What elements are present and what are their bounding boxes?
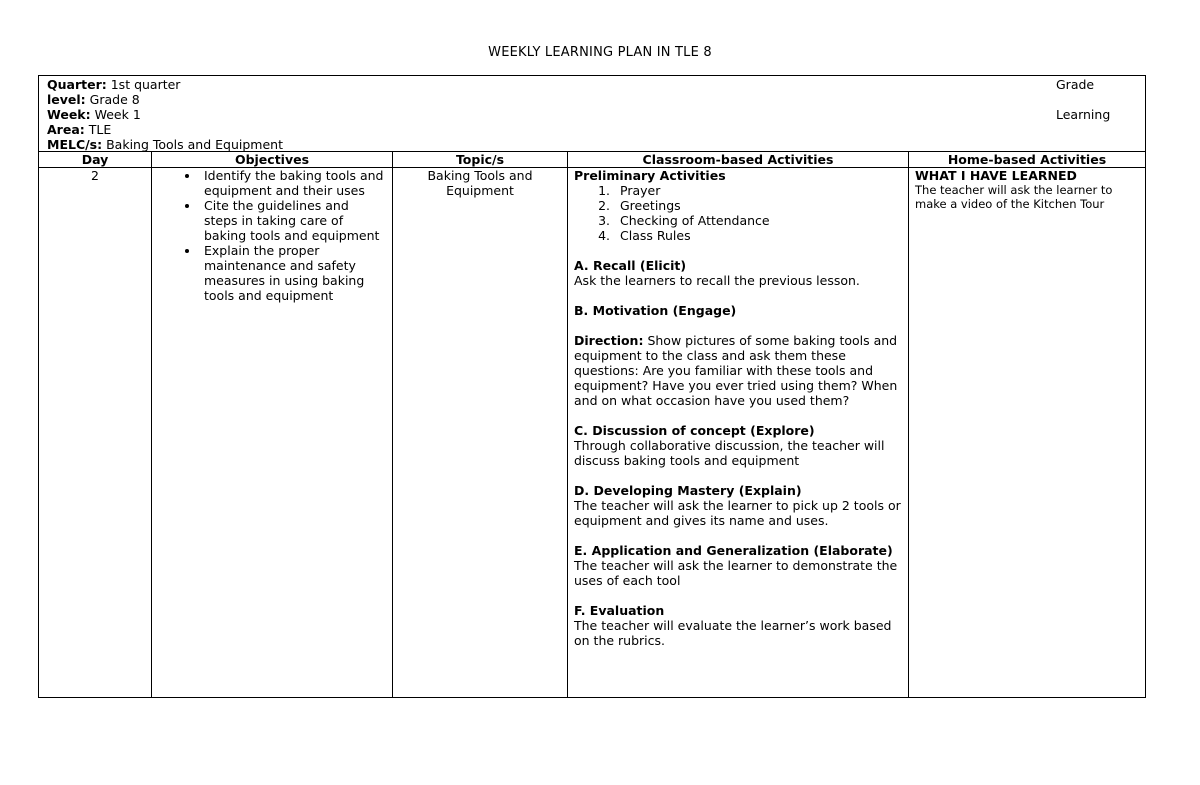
level-line: [47, 92, 1137, 107]
learning-plan-table: [38, 75, 1146, 698]
melc-line: [47, 137, 1137, 152]
activities-table: [39, 152, 1145, 697]
table-row: [39, 168, 1145, 698]
area-line: [47, 122, 1137, 137]
grade-label: Grade: [1056, 77, 1095, 92]
quarter-value: 1st quarter: [106, 77, 181, 92]
direction-paragraph: [574, 333, 902, 408]
objectives-cell: [152, 168, 393, 698]
mastery-text: The teacher will ask the learner to pick up 2 tools or equipment and gives its name and uses.: [574, 498, 901, 528]
evaluation-text: The teacher will evaluate the learner’s work based on the rubrics.: [574, 618, 892, 648]
recall-text: Ask the learners to recall the previous lesson.: [574, 273, 860, 288]
week-value: Week 1: [90, 107, 141, 122]
melc-label: MELC/s:: [47, 137, 103, 152]
preliminary-title: Preliminary Activities: [574, 168, 726, 183]
evaluation-title: F. Evaluation: [574, 603, 665, 618]
document-title: WEEKLY LEARNING PLAN IN TLE 8: [488, 45, 712, 60]
area-label: Area:: [47, 122, 85, 137]
list-item: • Cite the guidelines and steps in taking care of baking tools and equipment: [200, 198, 386, 243]
level-label: level:: [47, 92, 86, 107]
objectives-list: [158, 168, 386, 303]
week-label: Week:: [47, 107, 91, 122]
home-activities-cell: [909, 168, 1146, 698]
quarter-line: [47, 77, 1137, 92]
list-item: • Identify the baking tools and equipment and their uses: [200, 168, 386, 198]
preliminary-list: [574, 183, 902, 243]
recall-title: A. Recall (Elicit): [574, 258, 687, 273]
topic-cell: Baking Tools and Equipment: [393, 168, 568, 698]
discussion-title: C. Discussion of concept (Explore): [574, 423, 815, 438]
application-title: E. Application and Generalization (Elaborate): [574, 543, 893, 558]
column-header-classroom: Classroom-based Activities: [568, 152, 909, 168]
list-item: 4. Class Rules: [614, 228, 902, 243]
quarter-label: Quarter:: [47, 77, 107, 92]
direction-text: Show pictures of some baking tools and equipment to the class and ask them these questions: Are you familiar with these tools and equipment? Have you ever tried using them? When and on what occasion have you used them?: [574, 333, 898, 408]
level-value: Grade 8: [85, 92, 140, 107]
learning-label: Learning: [1056, 107, 1111, 122]
mastery-title: D. Developing Mastery (Explain): [574, 483, 802, 498]
column-header-home: Home-based Activities: [909, 152, 1146, 168]
list-item: 1. Prayer: [614, 183, 902, 198]
list-item: • Explain the proper maintenance and safety measures in using baking tools and equipment: [200, 243, 386, 303]
discussion-text: Through collaborative discussion, the teacher will discuss baking tools and equipment: [574, 438, 885, 468]
classroom-activities-cell: [568, 168, 909, 698]
direction-label: Direction:: [574, 333, 644, 348]
column-header-topics: Topic/s: [393, 152, 568, 168]
week-line: [47, 107, 1137, 122]
plan-header: [39, 76, 1145, 152]
area-value: TLE: [84, 122, 112, 137]
melc-value: Baking Tools and Equipment: [102, 137, 283, 152]
column-header-objectives: Objectives: [152, 152, 393, 168]
home-title: WHAT I HAVE LEARNED: [915, 168, 1077, 183]
column-header-day: Day: [39, 152, 152, 168]
application-text: The teacher will ask the learner to demonstrate the uses of each tool: [574, 558, 898, 588]
list-item: 3. Checking of Attendance: [614, 213, 902, 228]
day-cell: 2: [39, 168, 152, 698]
home-text: The teacher will ask the learner to make a video of the Kitchen Tour: [915, 183, 1113, 211]
column-header-row: [39, 152, 1145, 168]
motivation-title: B. Motivation (Engage): [574, 303, 737, 318]
list-item: 2. Greetings: [614, 198, 902, 213]
